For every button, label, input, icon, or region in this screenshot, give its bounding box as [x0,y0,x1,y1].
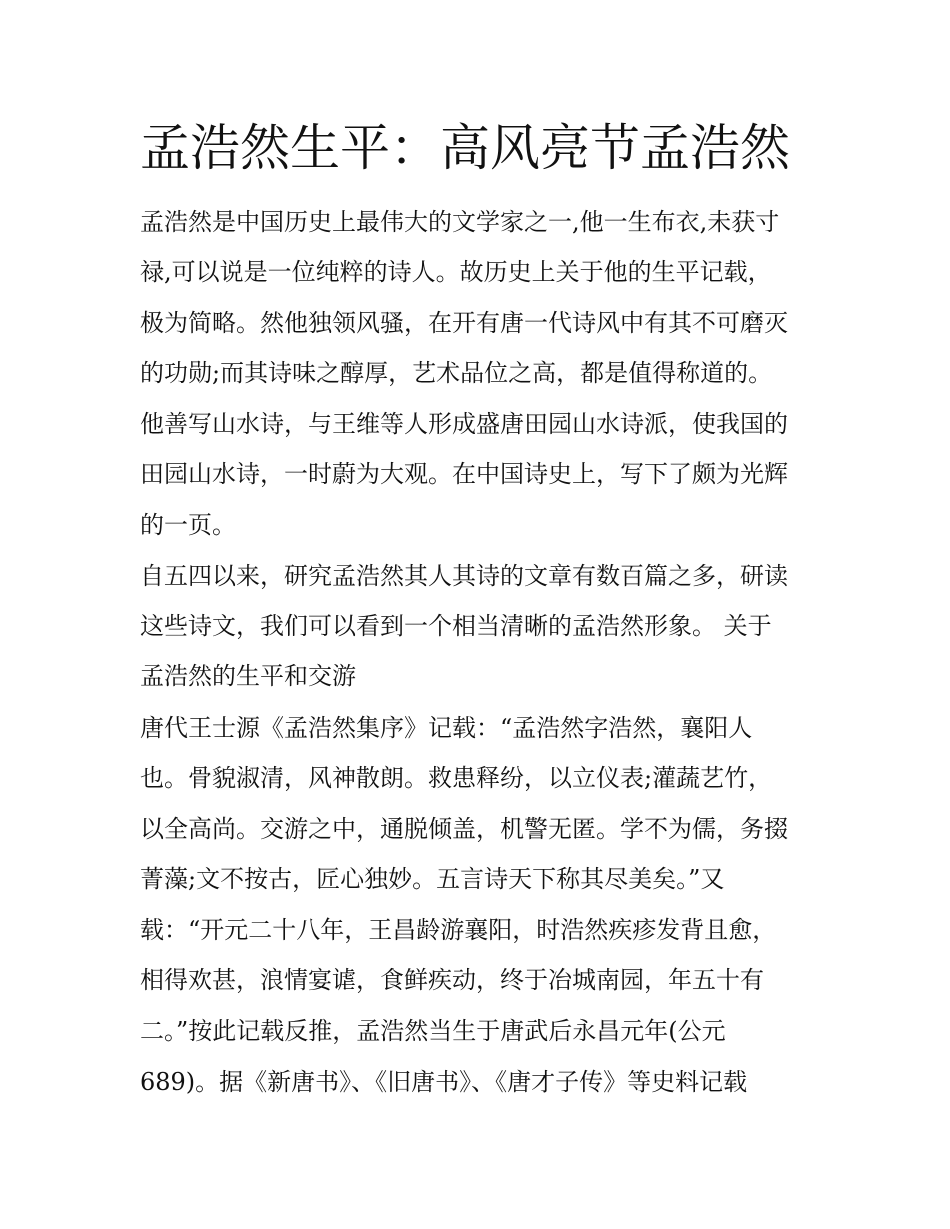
body-line: 他善写山水诗，与王维等人形成盛唐田园山水诗派，使我国的 [140,410,788,438]
body-line: 极为简略。然他独领风骚，在开有唐一代诗风中有其不可磨灭 [140,309,788,337]
body-line: 的功勋;而其诗味之醇厚，艺术品位之高，都是值得称道的。 [140,359,773,387]
document-title: 孟浩然生平：高风亮节孟浩然 [140,119,790,177]
body-line: 禄,可以说是一位纯粹的诗人。故历史上关于他的生平记载， [140,258,772,286]
body-line: 载：“开元二十八年，王昌龄游襄阳，时浩然疾疹发背且愈， [140,916,777,944]
body-line: 这些诗文，我们可以看到一个相当清晰的孟浩然形象。 关于 [140,612,772,640]
body-line: 菁藻;文不按古，匠心独妙。五言诗天下称其尽美矣。”又 [140,865,725,893]
body-line: 相得欢甚，浪情宴谑，食鲜疾动，终于冶城南园，年五十有 [140,966,764,994]
body-line: 自五四以来，研究孟浩然其人其诗的文章有数百篇之多，研读 [140,562,788,590]
body-line: 也。骨貌淑清，风神散朗。救患释纷，以立仪表;灌蔬艺竹， [140,764,773,792]
body-line: 孟浩然的生平和交游 [140,662,356,690]
body-line: 唐代王士源《孟浩然集序》记载：“孟浩然字浩然，襄阳人 [140,714,753,742]
body-line: 689)。据《新唐书》、《旧唐书》、《唐才子传》等史料记载 [140,1068,748,1096]
body-line: 孟浩然是中国历史上最伟大的文学家之一,他一生布衣,未获寸 [140,208,780,236]
body-line: 二。”按此记载反推，孟浩然当生于唐武后永昌元年(公元 [140,1017,726,1045]
body-line: 田园山水诗，一时蔚为大观。在中国诗史上，写下了颇为光辉 [140,460,788,488]
body-line: 以全高尚。交游之中，通脱倾盖，机警无匿。学不为儒，务掇 [140,815,788,843]
body-line: 的一页。 [140,511,236,539]
